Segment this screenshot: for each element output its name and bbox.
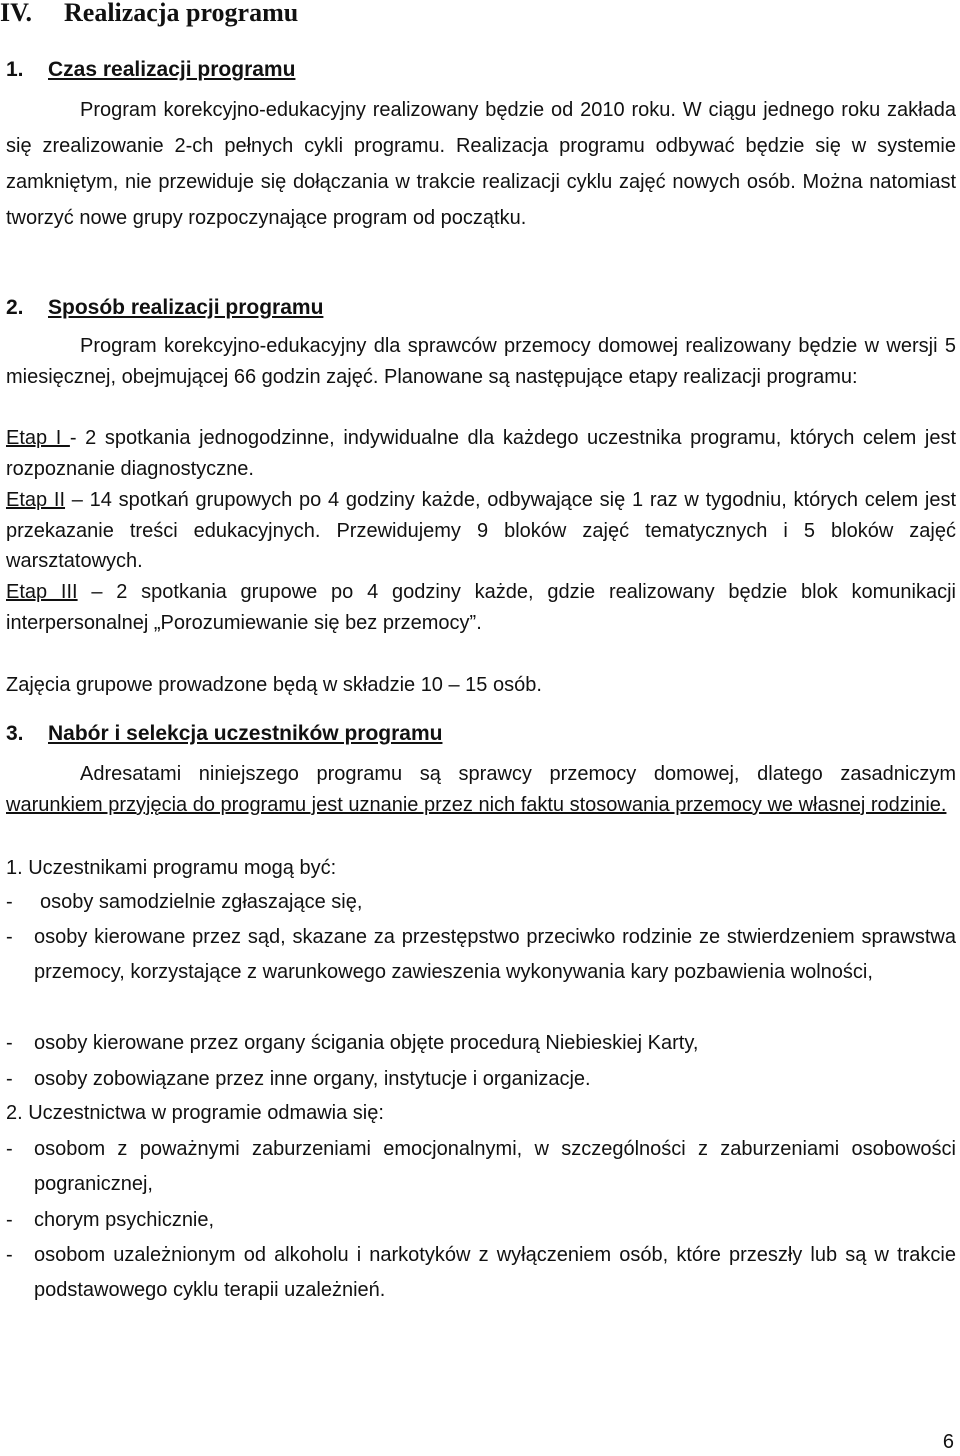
section-1-heading bbox=[6, 58, 295, 82]
section-1-title: Czas realizacji programu bbox=[48, 58, 296, 81]
page-number: 6 bbox=[942, 1431, 954, 1453]
group-size-note: Zajęcia grupowe prowadzone będą w składzie 10 – 15 osób. bbox=[6, 674, 542, 696]
list-dash: - bbox=[6, 926, 13, 948]
section-2-heading bbox=[6, 296, 323, 320]
list-item bbox=[6, 1026, 956, 1061]
list-item bbox=[6, 1132, 956, 1201]
list-dash: - bbox=[6, 1138, 13, 1160]
section-2-number: 2. bbox=[6, 296, 24, 319]
etap-1-label: Etap I bbox=[6, 427, 70, 449]
list-item bbox=[6, 920, 956, 989]
list-item bbox=[6, 1238, 956, 1307]
list-item-text: osoby kierowane przez organy ścigania objęte procedurą Niebieskiej Karty, bbox=[34, 1032, 699, 1054]
list-dash: - bbox=[6, 1209, 13, 1231]
section-1-text: Program korekcyjno-edukacyjny realizowany będzie od 2010 roku. W ciągu jednego roku zakłada się zrealizowanie 2-ch pełnych cykli programu. Realizacja programu odbywać będzie się w systemie zamkniętym, nie przewiduje się dołączania w trakcie realizacji cyklu zajęć nowych osób. Można natomiast tworzyć nowe grupy rozpoczynające program od początku. bbox=[6, 99, 956, 229]
section-2-intro-text: Program korekcyjno-edukacyjny dla sprawców przemocy domowej realizowany będzie w wersji 5 miesięcznej, obejmującej 66 godzin zajęć. Planowane są następujące etapy realizacji programu: bbox=[6, 335, 956, 388]
list-item-text: osoby samodzielnie zgłaszające się, bbox=[40, 891, 363, 913]
chapter-number: IV. bbox=[0, 0, 33, 27]
section-3-number: 3. bbox=[6, 722, 24, 745]
list-dash: - bbox=[6, 1244, 13, 1266]
etap-1-text: - 2 spotkania jednogodzinne, indywidualne dla każdego uczestnika programu, których celem jest rozpoznanie diagnostyczne. bbox=[6, 427, 957, 480]
list-item bbox=[6, 1203, 956, 1238]
section-3-intro-underlined: warunkiem przyjęcia do programu jest uznanie przez nich faktu stosowania przemocy we własnej rodzinie. bbox=[6, 794, 947, 816]
list-item-text: osobom z poważnymi zaburzeniami emocjonalnymi, w szczególności z zaburzeniami osobowości pogranicznej, bbox=[34, 1138, 956, 1195]
list-dash: - bbox=[6, 1068, 13, 1090]
list-item bbox=[6, 1062, 956, 1097]
section-2-intro bbox=[6, 331, 956, 392]
section-1-number: 1. bbox=[6, 58, 24, 81]
section-1-paragraph bbox=[6, 92, 956, 236]
section-2-title: Sposób realizacji programu bbox=[48, 296, 324, 319]
etap-3 bbox=[6, 577, 956, 638]
section-3-title: Nabór i selekcja uczestników programu bbox=[48, 722, 443, 745]
list-item-text: osoby zobowiązane przez inne organy, instytucje i organizacje. bbox=[34, 1068, 591, 1090]
list-item-text: osobom uzależnionym od alkoholu i narkotyków z wyłączeniem osób, które przeszły lub są w trakcie podstawowego cyklu terapii uzależnień. bbox=[34, 1244, 956, 1301]
section-3-intro-text: Adresatami niniejszego programu są sprawcy przemocy domowej, dlatego zasadniczym bbox=[80, 763, 956, 785]
chapter-heading bbox=[0, 0, 298, 28]
list-item-text: chorym psychicznie, bbox=[34, 1209, 215, 1231]
participants-heading: 1. Uczestnikami programu mogą być: bbox=[6, 857, 337, 879]
list-item bbox=[6, 885, 956, 920]
list-dash: - bbox=[6, 891, 13, 913]
etap-2-label: Etap II bbox=[6, 489, 66, 511]
list-dash: - bbox=[6, 1032, 13, 1054]
etap-3-label: Etap III bbox=[6, 581, 78, 603]
etap-3-text: – 2 spotkania grupowe po 4 godziny każde, gdzie realizowany będzie blok komunikacji interpersonalnej „Porozumiewanie się bez przemocy”. bbox=[6, 581, 956, 634]
section-3-heading bbox=[6, 722, 442, 746]
exclusion-heading: 2. Uczestnictwa w programie odmawia się: bbox=[6, 1102, 384, 1124]
section-3-intro bbox=[6, 759, 956, 821]
list-item-text: osoby kierowane przez sąd, skazane za przestępstwo przeciwko rodzinie ze stwierdzeniem sprawstwa przemocy, korzystające z warunkowego zawieszenia wykonywania kary pozbawienia wolności, bbox=[34, 926, 956, 983]
etap-1 bbox=[6, 423, 956, 484]
etap-2-text: – 14 spotkań grupowych po 4 godziny każde, odbywające się 1 raz w tygodniu, których celem jest przekazanie treści edukacyjnych. Przewidujemy 9 bloków zajęć tematycznych i 5 bloków zajęć warsztatowych. bbox=[6, 489, 957, 573]
chapter-title: Realizacja programu bbox=[64, 0, 299, 27]
etap-2 bbox=[6, 485, 956, 577]
